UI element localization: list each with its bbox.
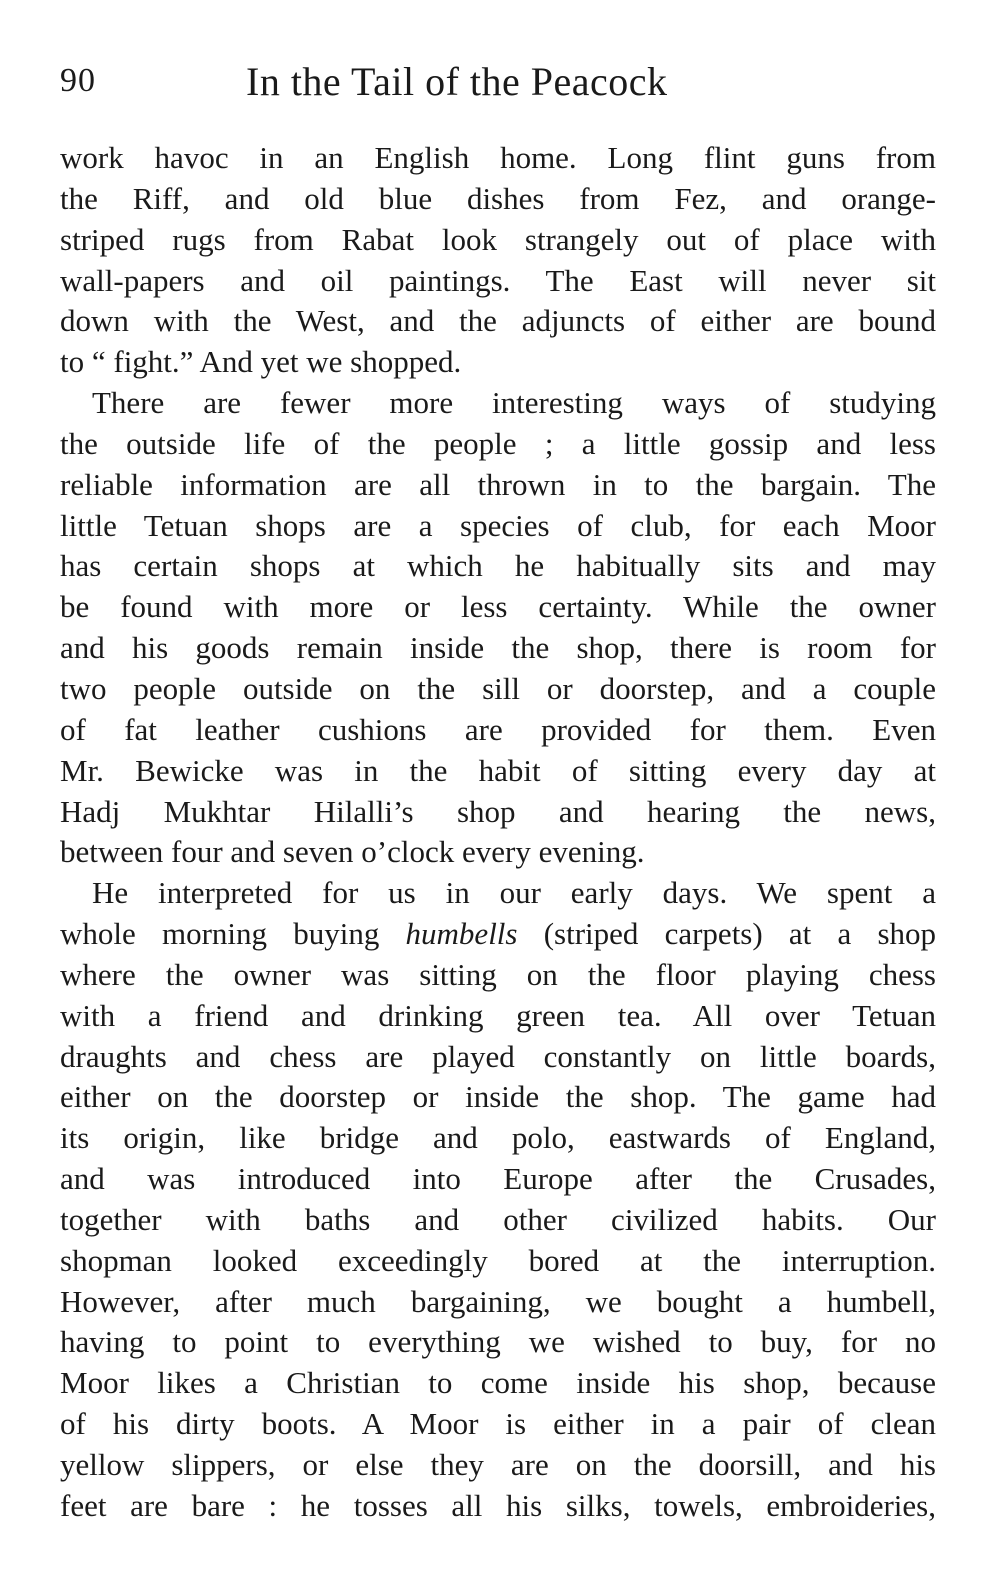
text-line: Hadj Mukhtar Hilalli’s shop and hearing the news, [60,793,936,829]
text-line: between four and seven o’clock every evening. [60,834,645,870]
text-line: draughts and chess are played constantly on little boards, [60,1038,936,1074]
text-line: the Riff, and old blue dishes from Fez, and orange- [60,180,936,216]
text-line: yellow slippers, or else they are on the doorsill, and his [60,1447,936,1482]
text-line: of fat leather cushions are provided for them. Even [60,711,936,747]
text-line: its origin, like bridge and polo, eastwards of England, [60,1120,936,1156]
text-line: and his goods remain inside the shop, there is room for [60,630,936,666]
page-header [60,58,940,118]
text-line: with a friend and drinking green tea. All over Tetuan [60,997,936,1033]
text-line: together with baths and other civilized habits. Our [60,1201,936,1237]
text-line: to “ fight.” And yet we shopped. [60,344,462,380]
text-line: where the owner was sitting on the floor playing chess [60,956,936,992]
text-line: of his dirty boots. A Moor is either in a pair of clean [60,1406,936,1442]
text-line: However, after much bargaining, we bought a humbell, [60,1283,936,1319]
paragraph-first-line: There are fewer more interesting ways of studying [92,385,936,421]
running-title: In the Tail of the Peacock [246,59,668,104]
text-line: reliable information are all thrown in to the bargain. The [60,466,936,502]
italic-term: humbells [405,916,518,952]
text-line: having to point to everything we wished to buy, for no [60,1324,936,1360]
text-line: Moor likes a Christian to come inside his shop, because [60,1365,936,1401]
text-line: and was introduced into Europe after the Crusades, [60,1161,936,1197]
paragraph-first-line: He interpreted for us in our early days. We spent a [92,875,936,911]
text-line: little Tetuan shops are a species of club, for each Moor [60,507,936,543]
text-line: either on the doorstep or inside the shop. The game had [60,1079,936,1115]
text-line: feet are bare : he tosses all his silks, towels, embroideries, [60,1487,936,1523]
page-number: 90 [60,62,96,99]
text-line: has certain shops at which he habitually sits and may [60,548,936,584]
text-line: down with the West, and the adjuncts of either are bound [60,303,936,339]
text-line: work havoc in an English home. Long flint guns from [60,140,936,175]
text-line: striped rugs from Rabat look strangely out of place with [60,221,936,257]
text-line: whole morning buying humbells (striped carpets) at a shop [60,916,936,952]
text-line: shopman looked exceedingly bored at the interruption. [60,1242,936,1278]
text-line: wall-papers and oil paintings. The East will never sit [60,262,936,298]
text-line: two people outside on the sill or doorstep, and a couple [60,670,936,706]
body-text [60,138,936,1527]
text-line: Mr. Bewicke was in the habit of sitting every day at [60,752,936,788]
text-line: be found with more or less certainty. While the owner [60,589,936,625]
text-line: the outside life of the people ; a little gossip and less [60,425,936,461]
